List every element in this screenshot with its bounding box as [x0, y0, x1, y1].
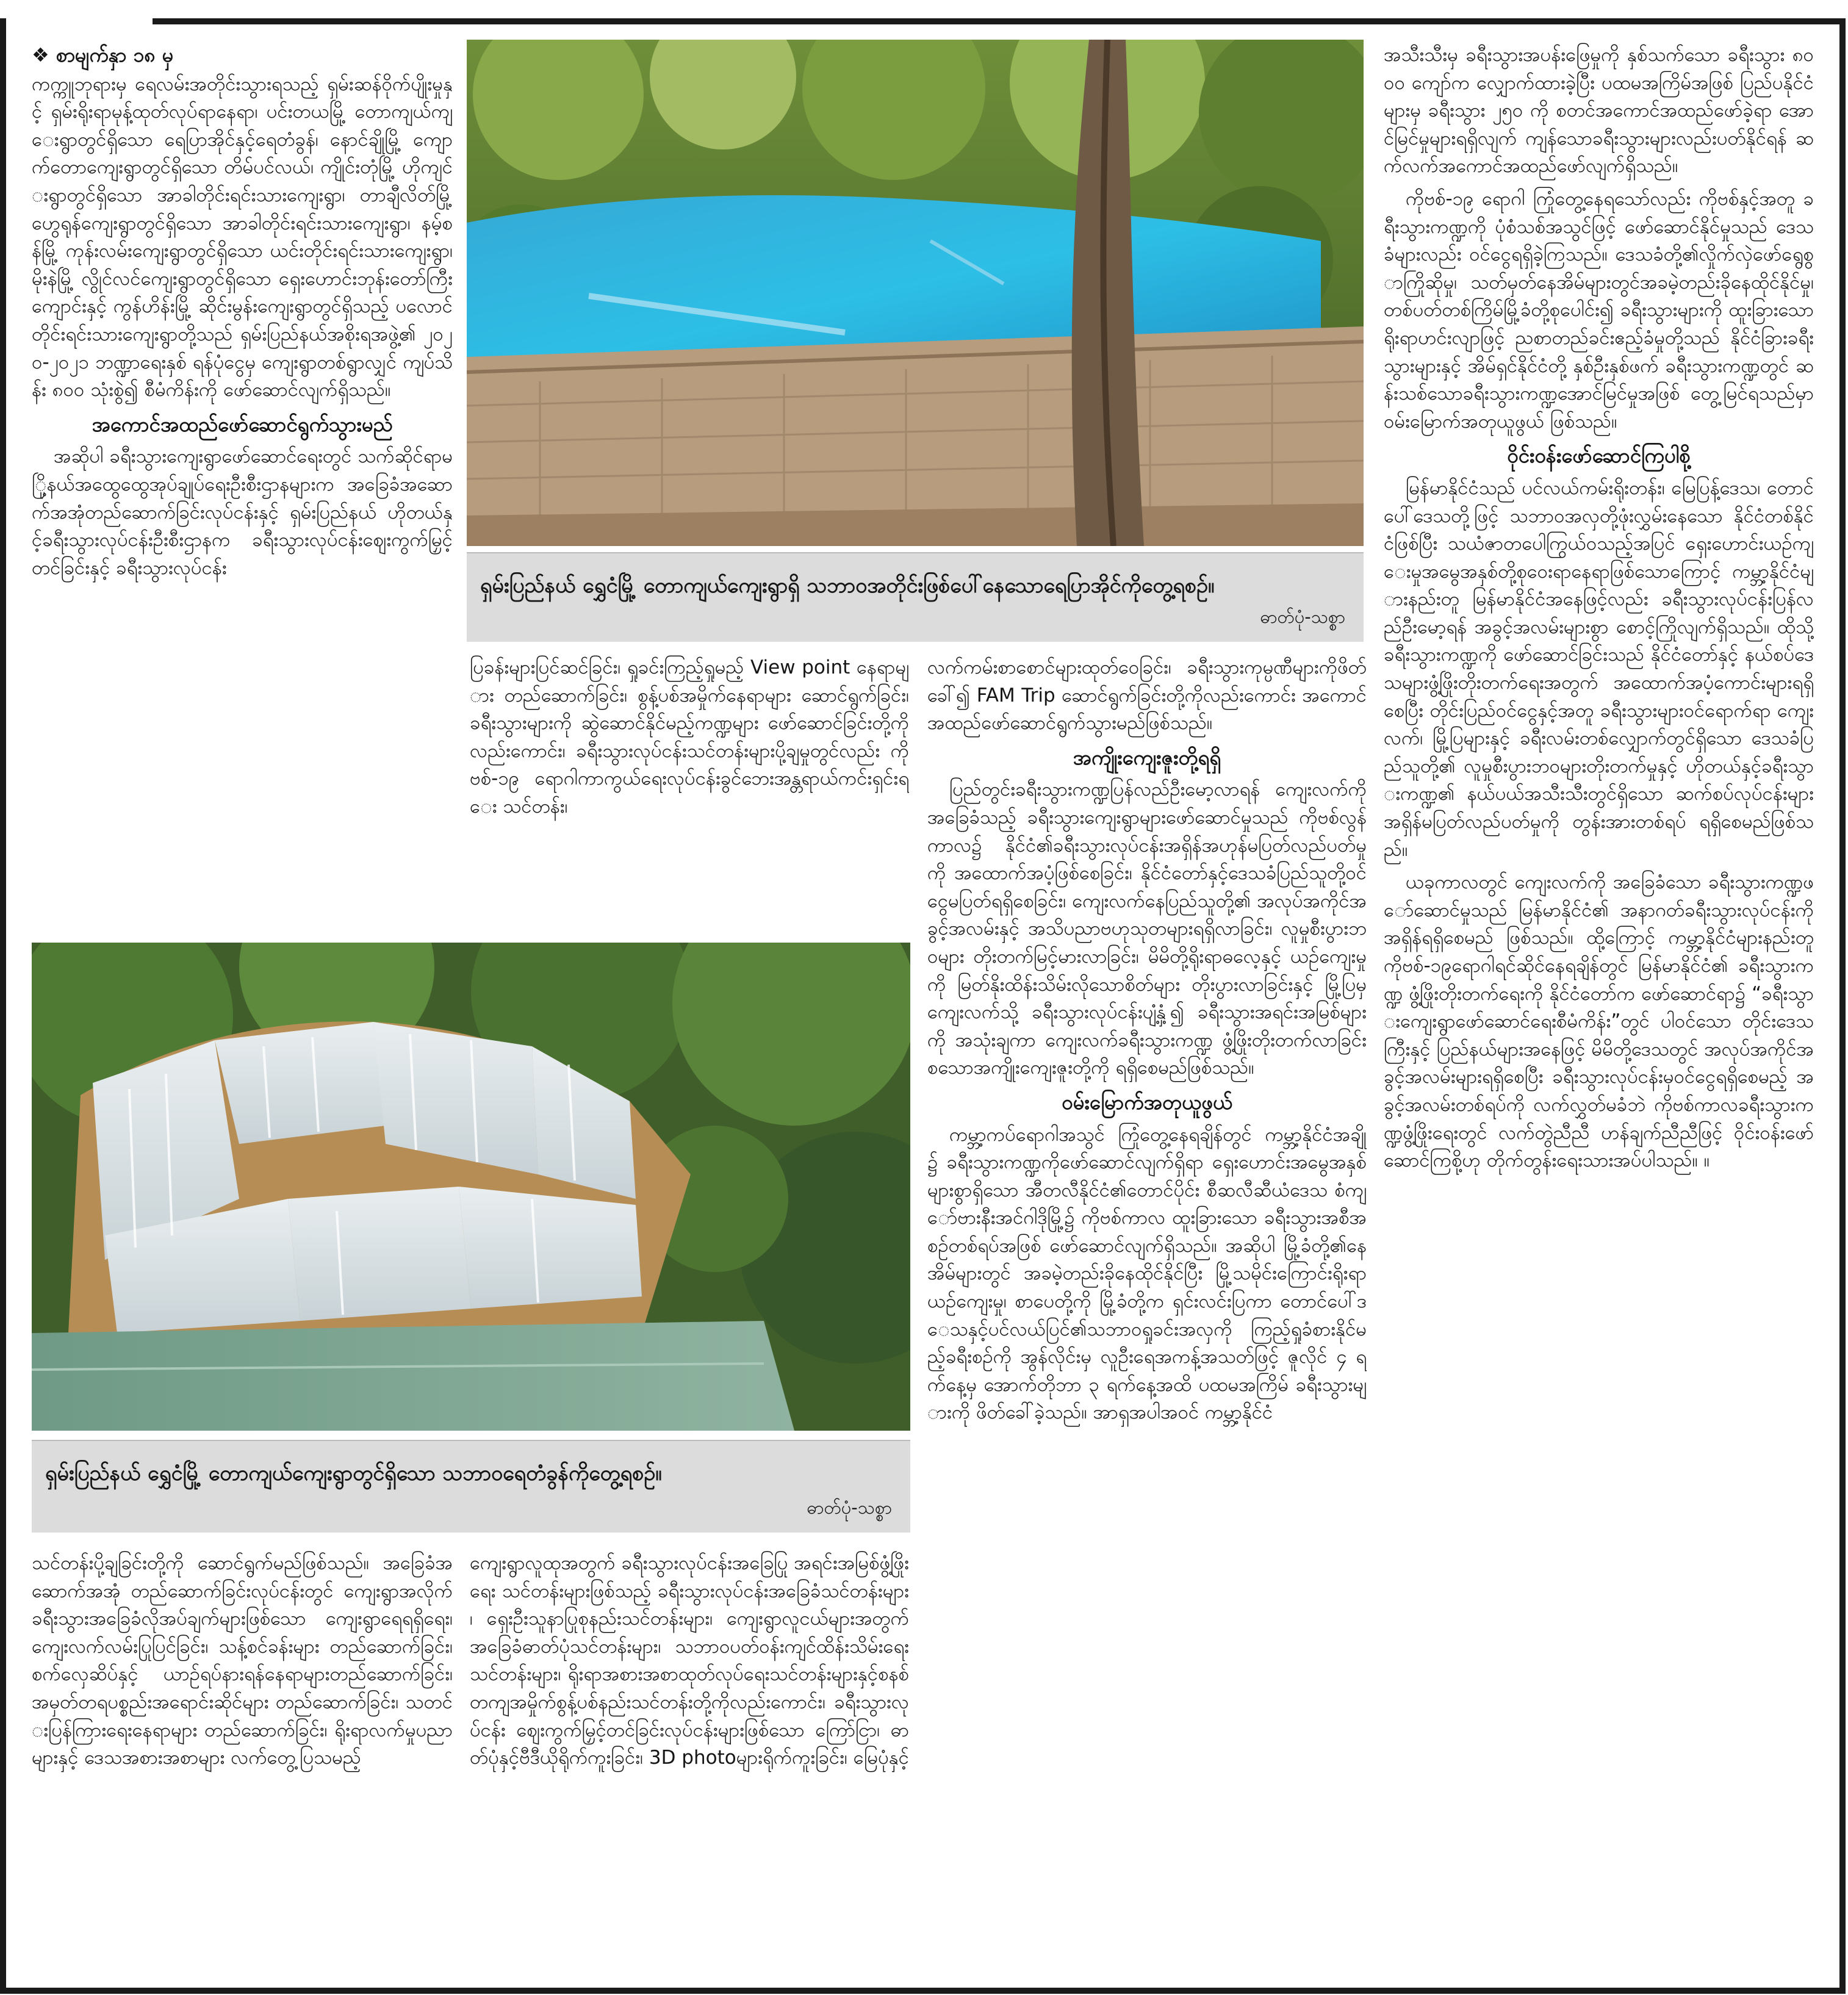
page-frame-left — [0, 18, 6, 1992]
col4-heading: ဝိုင်းဝန်းဖော်ဆောင်ကြပါစို့ — [1507, 444, 1691, 468]
col1-paragraph-2: အဆိုပါ ခရီးသွားကျေးရွာဖော်ဆောင်ရေးတွင် သက်ဆိုင်ရာမြို့နယ်အထွေထွေအုပ်ချုပ်ရေးဦးစီးဌာနများက အခြေခံအဆောက်အအုံတည်ဆောက်ခြင်းလုပ်ငန်းနှင့် ရှမ်းပြည်နယ် ဟိုတယ်နှင့်ခရီးသွားလုပ်ငန်းဦးစီးဌာနက ခရီးသွားလုပ်ငန်းဈေးကွက်မြှင့်တင်ခြင်းနှင့် ခရီးသွားလုပ်ငန်း — [32, 445, 453, 579]
col3-heading-2: ဝမ်းမြောက်အတုယူဖွယ် — [1062, 1090, 1232, 1114]
blue-pond-caption-box — [467, 552, 1364, 642]
waterfall-illustration — [32, 943, 910, 1431]
blue-pond-illustration — [467, 40, 1364, 546]
continued-from-text: စာမျက်နှာ ၁၈ မှ — [56, 43, 174, 66]
column-2-bottom — [470, 1550, 909, 1964]
column-2-top — [470, 654, 909, 922]
column-3 — [927, 654, 1367, 1966]
col2-paragraph-1: ပြခန်းများပြင်ဆင်ခြင်း၊ ရှုခင်းကြည့်ရှုမည့် View point နေရာများ တည်ဆောက်ခြင်း၊ စွန့်ပစ်အမှိုက်နေရာများ ဆောင်ရွက်ခြင်း၊ ခရီးသွားများကို ဆွဲဆောင်နိုင်မည့်ကဏ္ဍများ ဖော်ဆောင်ခြင်းတို့ကိုလည်းကောင်း၊ ခရီးသွားလုပ်ငန်းသင်တန်းများပို့ချမှုတွင်လည်း ကိုဗစ်-၁၉ ရောဂါကာကွယ်ရေးလုပ်ငန်းခွင်ဘေးအန္တရာယ်ကင်းရှင်းရေး သင်တန်း၊ — [470, 656, 909, 818]
col4-paragraph-4: ယခုကာလတွင် ကျေးလက်ကို အခြေခံသော ခရီးသွားကဏ္ဍဖော်ဆောင်မှုသည် မြန်မာနိုင်ငံ၏ အနာဂတ်ခရီးသွားလုပ်ငန်းကို အရှိန်ရရှိစေမည် ဖြစ်သည်။ ထို့ကြောင့် ကမ္ဘာ့နိုင်ငံများနည်းတူ ကိုဗစ်-၁၉ရောဂါရင်ဆိုင်နေရချိန်တွင် မြန်မာနိုင်ငံ၏ ခရီးသွားကဏ္ဍ ဖွံ့ဖြိုးတိုးတက်ရေးကို နိုင်ငံတော်က ဖော်ဆောင်ရာ၌ “ခရီးသွားကျေးရွာဖော်ဆောင်ရေးစီမံကိန်း”တွင် ပါဝင်သော တိုင်းဒေသကြီးနှင့် ပြည်နယ်များအနေဖြင့် မိမိတို့ဒေသတွင် အလုပ်အကိုင်အခွင့်အလမ်းများရရှိစေပြီး ခရီးသွားလုပ်ငန်းမှဝင်ငွေရရှိစေမည့် အခွင့်အလမ်းတစ်ရပ်ကို လက်လွှတ်မခံဘဲ ကိုဗစ်ကာလခရီးသွားကဏ္ဍဖွံ့ဖြိုးရေးတွင် လက်တွဲညီညီ ဟန်ချက်ညီညီဖြင့် ဝိုင်းဝန်းဖော်ဆောင်ကြစို့ဟု တိုက်တွန်းရေးသားအပ်ပါသည်။ ။ — [1384, 871, 1814, 1172]
col3-heading-1: အကျိုးကျေးဇူးတို့ရရှိ — [1073, 745, 1221, 769]
col3-paragraph-1: လက်ကမ်းစာစောင်များထုတ်ဝေခြင်း၊ ခရီးသွားကုမ္ပဏီများကိုဖိတ်ခေါ်၍ FAM Trip ဆောင်ရွက်ခြင်းတို့ကိုလည်းကောင်း အကောင်အထည်ဖော်ဆောင်ရွက်သွားမည်ဖြစ်သည်။ — [927, 656, 1367, 735]
blue-pond-photo-credit: ဓာတ်ပုံ-သစ္စာ — [1260, 606, 1345, 627]
column-1-top — [32, 41, 453, 932]
blue-pond-photo — [467, 40, 1364, 546]
col3-paragraph-3: ကမ္ဘာ့ကပ်ရောဂါအသွင် ကြုံတွေ့နေရချိန်တွင် ကမ္ဘာ့နိုင်ငံအချို့၌ ခရီးသွားကဏ္ဍကိုဖော်ဆောင်လျက်ရှိရာ ရှေးဟောင်းအမွေအနှစ်များစွာရှိသော အီတလီနိုင်ငံ၏တောင်ပိုင်း စီဆလီဆီယံဒေသ စံကျော်ဗားနီးအင်ဂါဒိုမြို့၌ ကိုဗစ်ကာလ ထူးခြားသော ခရီးသွားအစီအစဉ်တစ်ရပ်အဖြစ် ဖော်ဆောင်လျက်ရှိသည်။ အဆိုပါ မြို့ခံတို့၏နေအိမ်များတွင် အခမဲ့တည်းခိုနေထိုင်နိုင်ပြီး မြို့သမိုင်းကြောင်းရိုးရာယဉ်ကျေးမှု၊ စာပေတို့ကို မြို့ခံတို့က ရှင်းလင်းပြကာ တောင်ပေါ်ဒေသနှင့်ပင်လယ်ပြင်၏သဘာဝရှုခင်းအလှကို ကြည့်ရှုခံစားနိုင်မည့်ခရီးစဉ်ကို အွန်လိုင်းမှ လူဦးရေအကန့်အသတ်ဖြင့် ဇူလိုင် ၄ ရက်နေ့မှ အောက်တိုဘာ ၃ ရက်နေ့အထိ ပထမအကြိမ် ခရီးသွားများကို ဖိတ်ခေါ်ခဲ့သည်။ အာရှအပါအဝင် ကမ္ဘာ့နိုင်ငံ — [927, 1123, 1367, 1424]
continued-from-label: ❖ စာမျက်နှာ ၁၈ မှ — [32, 43, 174, 66]
col3-paragraph-2: ပြည်တွင်းခရီးသွားကဏ္ဍပြန်လည်ဦးမော့လာရန် ကျေးလက်ကိုအခြေခံသည့် ခရီးသွားကျေးရွာများဖော်ဆောင်မှုသည် ကိုဗစ်လွန်ကာလ၌ နိုင်ငံ၏ခရီးသွားလုပ်ငန်းအရှိန်အဟုန်မပြတ်လည်ပတ်မှုကို အထောက်အပံ့ဖြစ်စေခြင်း၊ နိုင်ငံတော်နှင့်ဒေသခံပြည်သူတို့ဝင်ငွေမပြတ်ရရှိစေခြင်း၊ ကျေးလက်နေပြည်သူတို့၏ အလုပ်အကိုင်အခွင့်အလမ်းနှင့် အသိပညာဗဟုသုတများရရှိလာခြင်း၊ လူမှုစီးပွားဘဝများ တိုးတက်မြင့်မားလာခြင်း၊ မိမိတို့ရိုးရာဓလေ့နှင့် ယဉ်ကျေးမှုကို မြတ်နိုးထိန်းသိမ်းလိုသောစိတ်များ တိုးပွားလာခြင်းနှင့် မြို့ပြမှကျေးလက်သို့ ခရီးသွားလုပ်ငန်းပျံ့နှံ့၍ ခရီးသွားအရင်းအမြစ်များကို အသုံးချကာ ကျေးလက်ခရီးသွားကဏ္ဍ ဖွံ့ဖြိုးတိုးတက်လာခြင်း စသောအကျိုးကျေးဇူးတို့ကို ရရှိစေမည်ဖြစ်သည်။ — [927, 778, 1367, 1079]
waterfall-photo — [32, 943, 910, 1431]
col4-paragraph-2: ကိုဗစ်-၁၉ ရောဂါ ကြုံတွေ့နေရသော်လည်း ကိုဗစ်နှင့်အတူ ခရီးသွားကဏ္ဍကို ပုံစံသစ်အသွင်ဖြင့် ဖော်ဆောင်နိုင်မှုသည် ဒေသခံများလည်း ဝင်ငွေရရှိခဲ့ကြသည်။ ဒေသခံတို့၏လှိုက်လှဲဖော်ရွေစွာကြိုဆိုမှု၊ သတ်မှတ်နေအိမ်များတွင်အခမဲ့တည်းခိုနေထိုင်နိုင်မှု၊ တစ်ပတ်တစ်ကြိမ်မြို့ခံတို့စုပေါင်း၍ ခရီးသွားများကို ထူးခြားသောရိုးရာဟင်းလျာဖြင့် ညစာတည်ခင်းဧည့်ခံမှုတို့သည် နိုင်ငံခြားခရီးသွားများနှင့် အိမ်ရှင်နိုင်ငံတို့ နှစ်ဦးနှစ်ဖက် ခရီးသွားကဏ္ဍတွင် ဆန်းသစ်သောခရီးသွားကဏ္ဍအောင်မြင်မှုအဖြစ် တွေ့မြင်ရသည်မှာ ဝမ်းမြောက်အတုယူဖွယ် ဖြစ်သည်။ — [1384, 187, 1814, 433]
col1-paragraph-1: ကက္ကူဘုရားမှ ရေလမ်းအတိုင်းသွားရသည့် ရှမ်းဆန်ဝိုက်ပျိုးမှုနှင့် ရှမ်းရိုးရာမုန့်ထုတ်လုပ်ရာနေရာ၊ ပင်းတယမြို့ တောကျယ်ကျေးရွာတွင်ရှိသော ရေပြာအိုင်နှင့်ရေတံခွန်၊ နောင်ချိုမြို့ ကျောက်တောကျေးရွာတွင်ရှိသော တိမ်ပင်လယ်၊ ကျိုင်းတုံမြို့ ဟိုကျင်းရွာတွင်ရှိသော အာခါတိုင်းရင်းသားကျေးရွာ၊ တာချီလိတ်မြို့ ဟွေရုန်ကျေးရွာတွင်ရှိသော အာခါတိုင်းရင်းသားကျေးရွာ၊ နမ့်စန်မြို့ ကုန်းလမ်းကျေးရွာတွင်ရှိသော ယင်းတိုင်းရင်းသားကျေးရွာ၊ မိုးနဲမြို့ လွိုင်လင်ကျေးရွာတွင်ရှိသော ရှေးဟောင်းဘုန်းတော်ကြီးကျောင်းနှင့် ကွန်ဟိန်းမြို့ ဆိုင်းမွန်းကျေးရွာတွင်ရှိသည့် ပလောင်တိုင်းရင်းသားကျေးရွာတို့သည် ရှမ်းပြည်နယ်အစိုးရအဖွဲ့၏ ၂၀၂၀-၂၀၂၁ ဘဏ္ဍာရေးနှစ် ရန်ပုံငွေမှ ကျေးရွာတစ်ရွာလျှင် ကျပ်သိန်း ၈၀၀ သုံးစွဲ၍ စီမံကိန်းကို ဖော်ဆောင်လျက်ရှိသည်။ — [32, 73, 453, 401]
col4-paragraph-1: အသီးသီးမှ ခရီးသွားအပန်းဖြေမှုကို နှစ်သက်သော ခရီးသွား ၈၀၀၀ ကျော်က လျှောက်ထားခဲ့ပြီး ပထမအကြိမ်အဖြစ် ပြည်ပနိုင်ငံများမှ ခရီးသွား ၂၅၀ ကို စတင်အကောင်အထည်ဖော်ခဲ့ရာ အောင်မြင်မှုများရရှိလျက် ကျန်သောခရီးသွားများလည်းပတ်နိုင်ရန် ဆက်လက်အကောင်အထည်ဖော်လျက်ရှိသည်။ — [1384, 44, 1814, 178]
page-frame-right — [1839, 18, 1846, 1994]
col1-paragraph-3: သင်တန်းပို့ချခြင်းတို့ကို ဆောင်ရွက်မည်ဖြစ်သည်။ အခြေခံအဆောက်အအုံ တည်ဆောက်ခြင်းလုပ်ငန်းတွင် ကျေးရွာအလိုက် ခရီးသွားအခြေခံလိုအပ်ချက်များဖြစ်သော ကျေးရွာရေရရှိရေး၊ ကျေးလက်လမ်းပြုပြင်ခြင်း၊ သန့်စင်ခန်းများ တည်ဆောက်ခြင်း၊ စက်လှေဆိပ်နှင့် ယာဉ်ရပ်နားရန်နေရာများတည်ဆောက်ခြင်း၊ အမှတ်တရပစ္စည်းအရောင်းဆိုင်များ တည်ဆောက်ခြင်း၊ သတင်းပြန်ကြားရေးနေရာများ တည်ဆောက်ခြင်း၊ ရိုးရာလက်မှုပညာများနှင့် ဒေသအစားအစာများ လက်တွေ့ပြသမည့် — [32, 1552, 453, 1769]
column-4 — [1384, 41, 1814, 1963]
blue-pond-caption: ရှမ်းပြည်နယ် ရွှေငံမြို့ တောကျယ်ကျေးရွာရှိ သဘာဝအတိုင်းဖြစ်ပေါ်နေသောရေပြာအိုင်ကိုတွေ့ရစဉ်။ — [480, 573, 1215, 598]
col1-heading: အကောင်အထည်ဖော်ဆောင်ရွက်သွားမည် — [92, 412, 393, 436]
page-frame-bottom — [0, 1988, 1846, 1994]
waterfall-photo-credit: ဓာတ်ပုံ-သစ္စာ — [807, 1497, 892, 1518]
column-1-bottom — [32, 1550, 453, 1964]
col4-paragraph-3: မြန်မာနိုင်ငံသည် ပင်လယ်ကမ်းရိုးတန်း၊ မြေပြန့်ဒေသ၊ တောင်ပေါ်ဒေသတို့ဖြင့် သဘာဝအလှတို့ဖုံးလွှမ်းနေသော နိုင်ငံတစ်နိုင်ငံဖြစ်ပြီး သယံဇာတပေါကြွယ်ဝသည့်အပြင် ရှေးဟောင်းယဉ်ကျေးမှုအမွေအနှစ်တို့စုဝေးရာနေရာဖြစ်သောကြောင့် ကမ္ဘာ့နိုင်ငံများနည်းတူ မြန်မာနိုင်ငံအနေဖြင့်လည်း ခရီးသွားလုပ်ငန်းပြန်လည်ဦးမော့ရန် အခွင့်အလမ်းများစွာ စောင့်ကြိုလျက်ရှိသည်။ ထိုသို့ခရီးသွားကဏ္ဍကို ဖော်ဆောင်ခြင်းသည် နိုင်ငံတော်နှင့် နယ်စပ်ဒေသများဖွံ့ဖြိုးတိုးတက်ရေးအတွက် အထောက်အပံ့ကောင်းများရရှိစေပြီး တိုင်းပြည်ဝင်ငွေနှင့်အတူ ခရီးသွားများဝင်ရောက်ရာ ကျေးလက်၊ မြို့ပြများနှင့် ခရီးလမ်းတစ်လျှောက်တွင်ရှိသော ဒေသခံပြည်သူတို့၏ လူမှုစီးပွားဘဝများတိုးတက်မှုနှင့် ဟိုတယ်နှင့်ခရီးသွားကဏ္ဍ၏ နယ်ပယ်အသီးသီးတွင်ရှိသော ဆက်စပ်လုပ်ငန်းများ အရှိန်မပြတ်လည်ပတ်မှုကို တွန်းအားတစ်ရပ် ရရှိစေမည်ဖြစ်သည်။ — [1384, 476, 1814, 861]
waterfall-caption: ရှမ်းပြည်နယ် ရွှေငံမြို့ တောကျယ်ကျေးရွာတွင်ရှိသော သဘာဝရေတံခွန်ကိုတွေ့ရစဉ်။ — [45, 1461, 662, 1486]
waterfall-caption-box — [32, 1440, 910, 1533]
page-frame-top — [153, 18, 1843, 24]
col2-paragraph-2: ကျေးရွာလူထုအတွက် ခရီးသွားလုပ်ငန်းအခြေပြု အရင်းအမြစ်ဖွံ့ဖြိုးရေး သင်တန်းများဖြစ်သည့် ခရီးသွားလုပ်ငန်းအခြေခံသင်တန်းများ၊ ရှေးဦးသူနာပြုစုနည်းသင်တန်းများ၊ ကျေးရွာလူငယ်များအတွက် အခြေခံဓာတ်ပုံသင်တန်းများ၊ သဘာဝပတ်ဝန်းကျင်ထိန်းသိမ်းရေးသင်တန်းများ၊ ရိုးရာအစားအစာထုတ်လုပ်ရေးသင်တန်းများနှင့်စနစ်တကျအမှိုက်စွန့်ပစ်နည်းသင်တန်းတို့ကိုလည်းကောင်း၊ ခရီးသွားလုပ်ငန်း ဈေးကွက်မြှင့်တင်ခြင်းလုပ်ငန်းများဖြစ်သော ကြော်ငြာ၊ ဓာတ်ပုံနှင့်ဗီဒီယိုရိုက်ကူးခြင်း၊ 3D photoများရိုက်ကူးခြင်း၊ မြေပုံနှင့် — [470, 1552, 909, 1769]
